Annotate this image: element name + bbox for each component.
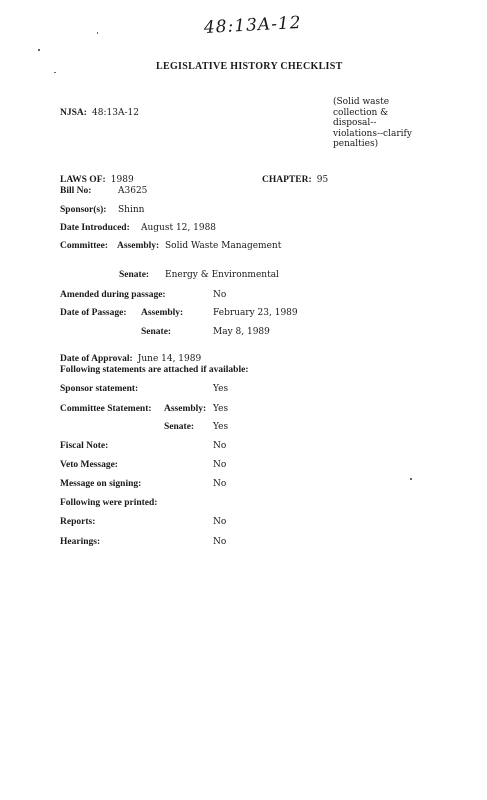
reports-value: No bbox=[213, 517, 227, 527]
committee-statement-assembly-value: Yes bbox=[213, 404, 229, 414]
subject-note: (Solid waste collection & disposal--violations--clarify penalties) bbox=[333, 97, 412, 149]
sponsors-label: Sponsor(s): bbox=[60, 205, 107, 215]
veto-message-label: Veto Message: bbox=[60, 460, 118, 470]
njsa-label: NJSA: bbox=[60, 108, 87, 118]
date-introduced-value: August 12, 1988 bbox=[141, 223, 217, 233]
fiscal-note-label: Fiscal Note: bbox=[60, 441, 109, 451]
committee-senate-label: Senate: bbox=[119, 270, 150, 280]
scan-speck bbox=[38, 49, 40, 51]
passage-senate-value: May 8, 1989 bbox=[213, 327, 270, 337]
veto-message-value: No bbox=[213, 460, 227, 470]
amended-value: No bbox=[213, 290, 227, 300]
printed-heading: Following were printed: bbox=[60, 498, 158, 508]
reports-label: Reports: bbox=[60, 517, 96, 527]
laws-of-value: 1989 bbox=[110, 175, 134, 185]
hearings-value: No bbox=[213, 537, 227, 547]
laws-of-row bbox=[60, 167, 134, 186]
sponsor-statement-label: Sponsor statement: bbox=[60, 384, 139, 394]
committee-statement-senate-label: Senate: bbox=[164, 422, 195, 432]
sponsor-statement-value: Yes bbox=[213, 384, 229, 394]
committee-statement-senate-value: Yes bbox=[213, 422, 229, 432]
chapter-label: CHAPTER: bbox=[262, 175, 312, 185]
scan-speck bbox=[410, 478, 412, 480]
laws-of-label: LAWS OF: bbox=[60, 175, 106, 185]
njsa-row bbox=[60, 100, 139, 119]
statements-heading: Following statements are attached if available: bbox=[60, 365, 249, 375]
committee-senate-value: Energy & Environmental bbox=[165, 270, 279, 280]
handwritten-number: 48:13A-12 bbox=[203, 12, 303, 38]
passage-assembly-label: Assembly: bbox=[141, 308, 184, 318]
message-on-signing-value: No bbox=[213, 479, 227, 489]
chapter-value: 95 bbox=[316, 175, 329, 185]
amended-label: Amended during passage: bbox=[60, 290, 166, 300]
fiscal-note-value: No bbox=[213, 441, 227, 451]
hearings-label: Hearings: bbox=[60, 537, 101, 547]
message-on-signing-label: Message on signing: bbox=[60, 479, 142, 489]
date-of-approval-row bbox=[60, 346, 201, 365]
date-introduced-label: Date Introduced: bbox=[60, 223, 130, 233]
date-of-approval-label: Date of Approval: bbox=[60, 354, 133, 364]
scan-speck bbox=[54, 72, 56, 73]
committee-assembly-value: Solid Waste Management bbox=[165, 241, 282, 251]
committee-label: Committee: bbox=[60, 241, 109, 251]
date-of-approval-value: June 14, 1989 bbox=[137, 354, 202, 364]
sponsors-value: Shinn bbox=[118, 205, 145, 215]
committee-assembly-label: Assembly: bbox=[117, 241, 160, 251]
bill-no-label: Bill No: bbox=[60, 186, 92, 196]
chapter-row bbox=[262, 167, 328, 186]
page-title: LEGISLATIVE HISTORY CHECKLIST bbox=[156, 61, 343, 72]
njsa-value: 48:13A-12 bbox=[92, 108, 139, 118]
committee-statement-label: Committee Statement: bbox=[60, 404, 152, 414]
scan-speck bbox=[97, 32, 98, 34]
passage-senate-label: Senate: bbox=[141, 327, 172, 337]
committee-statement-assembly-label: Assembly: bbox=[164, 404, 207, 414]
date-of-passage-label: Date of Passage: bbox=[60, 308, 127, 318]
passage-assembly-value: February 23, 1989 bbox=[213, 308, 298, 318]
bill-no-value: A3625 bbox=[118, 186, 148, 196]
